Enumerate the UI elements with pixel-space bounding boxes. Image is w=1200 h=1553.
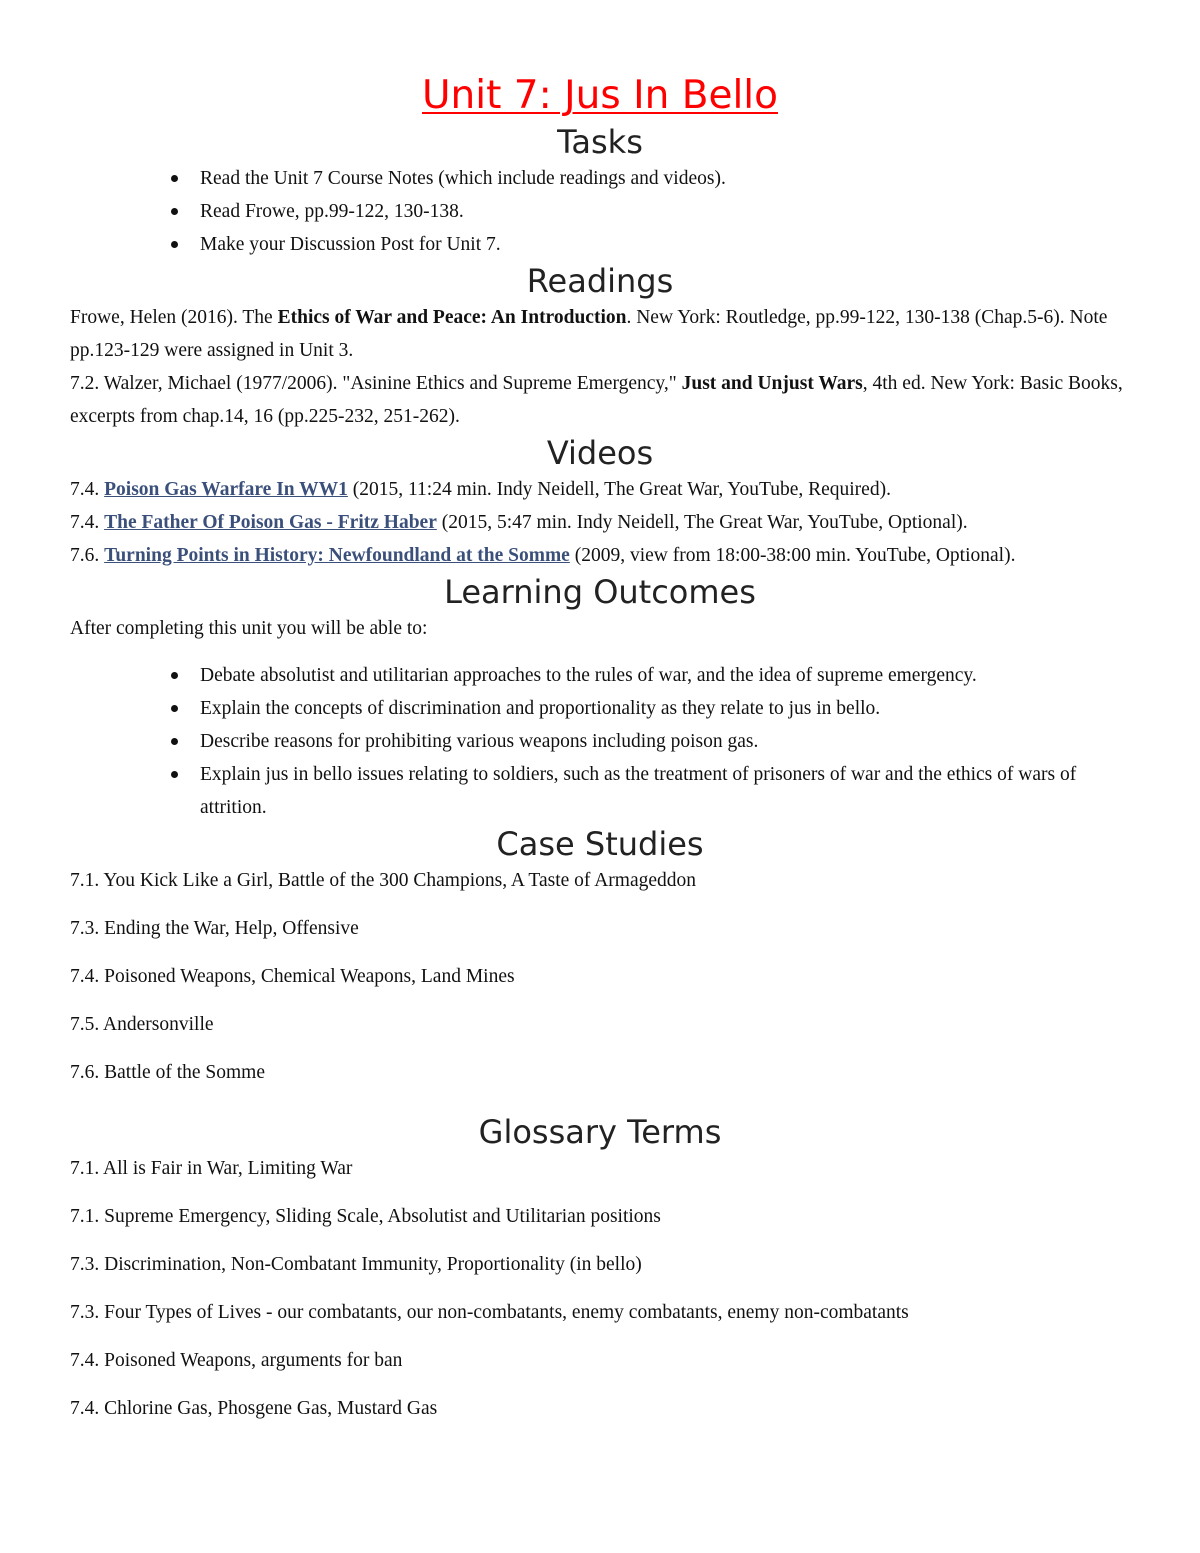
glossary-item: 7.4. Chlorine Gas, Phosgene Gas, Mustard Gas — [70, 1398, 438, 1419]
glossary-heading: Glossary Terms — [478, 1113, 722, 1151]
reading-text: , 4th ed. New York: Basic Books, excerpts from chap.14, 16 (pp.225-232, 251-262). — [70, 373, 1123, 427]
outcomes-intro: After completing this unit you will be able to: — [70, 618, 428, 639]
glossary-item: 7.3. Discrimination, Non-Combatant Immunity, Proportionality (in bello) — [70, 1254, 642, 1275]
tasks-heading: Tasks — [557, 123, 643, 161]
list-item: Read the Unit 7 Course Notes (which include readings and videos). — [70, 162, 1130, 195]
video-details: (2015, 5:47 min. Indy Neidell, The Great War, YouTube, Optional). — [436, 512, 968, 533]
spacer — [70, 645, 1130, 659]
video-number: 7.6. — [70, 545, 105, 566]
reading-book-title: Just and Unjust Wars — [681, 373, 863, 394]
reading-frowe — [70, 301, 1130, 367]
list-item: Make your Discussion Post for Unit 7. — [70, 228, 1130, 261]
glossary-item: 7.4. Poisoned Weapons, arguments for ban — [70, 1350, 403, 1371]
glossary-item: 7.1. Supreme Emergency, Sliding Scale, Absolutist and Utilitarian positions — [70, 1206, 661, 1227]
list-item: Explain the concepts of discrimination and proportionality as they relate to jus in bello. — [70, 692, 1130, 725]
video-details: (2015, 11:24 min. Indy Neidell, The Great War, YouTube, Required). — [347, 479, 891, 500]
reading-text: . New York: Routledge, pp.99-122, 130-138 (Chap.5-6). Note pp.123-129 were assigned in Unit 3. — [70, 307, 1108, 361]
case-studies-heading: Case Studies — [496, 825, 704, 863]
list-item: Explain jus in bello issues relating to soldiers, such as the treatment of prisoners of war and the ethics of wars of attrition. — [70, 758, 1130, 824]
video-link-poison-gas-warfare[interactable]: Poison Gas Warfare In WW1 — [104, 479, 348, 500]
video-details: (2009, view from 18:00-38:00 min. YouTube, Optional). — [569, 545, 1016, 566]
video-entry — [70, 539, 1130, 572]
reading-walzer — [70, 367, 1130, 433]
glossary-item: 7.1. All is Fair in War, Limiting War — [70, 1158, 353, 1179]
readings-heading: Readings — [526, 262, 674, 300]
spacer — [70, 1104, 1130, 1112]
case-study-item: 7.5. Andersonville — [70, 1014, 214, 1035]
outcomes-list — [70, 659, 1130, 824]
video-number: 7.4. — [70, 512, 105, 533]
video-link-newfoundland-somme[interactable]: Turning Points in History: Newfoundland at the Somme — [104, 545, 570, 566]
video-entry — [70, 473, 1130, 506]
video-link-fritz-haber[interactable]: The Father Of Poison Gas - Fritz Haber — [104, 512, 437, 533]
videos-heading: Videos — [546, 434, 654, 472]
reading-book-title: Ethics of War and Peace: An Introduction — [277, 307, 627, 328]
case-study-item: 7.6. Battle of the Somme — [70, 1062, 265, 1083]
list-item: Read Frowe, pp.99-122, 130-138. — [70, 195, 1130, 228]
list-item: Debate absolutist and utilitarian approaches to the rules of war, and the idea of supreme emergency. — [70, 659, 1130, 692]
video-entry — [70, 506, 1130, 539]
list-item: Describe reasons for prohibiting various weapons including poison gas. — [70, 725, 1130, 758]
glossary-item: 7.3. Four Types of Lives - our combatants, our non-combatants, enemy combatants, enemy non-combatants — [70, 1302, 909, 1323]
page-title: Unit 7: Jus In Bello — [422, 73, 778, 118]
reading-text: Frowe, Helen (2016). The — [70, 307, 278, 328]
case-study-item: 7.3. Ending the War, Help, Offensive — [70, 918, 359, 939]
tasks-list — [70, 162, 1130, 261]
reading-text: 7.2. Walzer, Michael (1977/2006). "Asinine Ethics and Supreme Emergency," — [70, 373, 682, 394]
case-study-item: 7.4. Poisoned Weapons, Chemical Weapons, Land Mines — [70, 966, 515, 987]
outcomes-heading: Learning Outcomes — [444, 573, 756, 611]
case-study-item: 7.1. You Kick Like a Girl, Battle of the 300 Champions, A Taste of Armageddon — [70, 870, 696, 891]
document-page — [70, 70, 1130, 1440]
video-number: 7.4. — [70, 479, 105, 500]
